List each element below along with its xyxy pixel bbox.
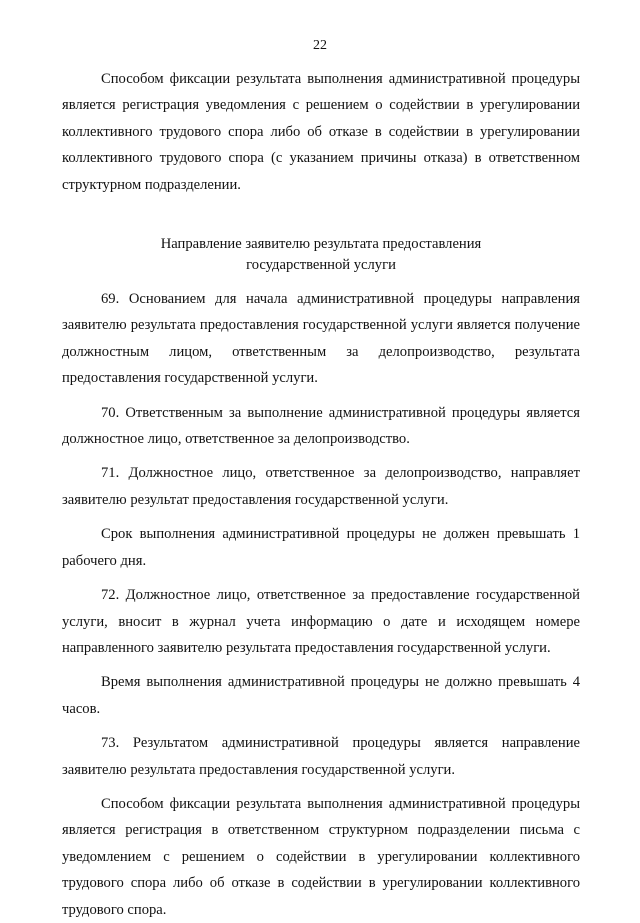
paragraph-72: 72. Должностное лицо, ответственное за предоставление государственной услуги, вносит в журнал учета информацию о дате и исходящем номере направленного заявителю результата предоставления государственной услуги.	[62, 587, 580, 656]
section-heading	[62, 234, 580, 276]
paragraph-73: 73. Результатом административной процедуры является направление заявителю результата предоставления государственной услуги.	[62, 735, 580, 778]
paragraph-69: 69. Основанием для начала административной процедуры направления заявителю результата предоставления государственной услуги является получение должностным лицом, ответственным за делопроизводство, результата предоставления государственной услуги.	[62, 291, 580, 387]
paragraph-deadline: Срок выполнения административной процедуры не должен превышать 1 рабочего дня.	[62, 526, 580, 569]
section-heading-line-1: Направление заявителю результата предоставления	[160, 236, 482, 253]
paragraph-70: 70. Ответственным за выполнение административной процедуры является должностное лицо, ответственное за делопроизводство.	[62, 404, 580, 448]
page-number: 22	[313, 38, 327, 53]
paragraph-fixation-method-2: Способом фиксации результата выполнения административной процедуры является регистрация в ответственном структурном подразделении письма с уведомлением с решением о содействии в урегулировании коллективного трудового спора либо об отказе в содействии в урегулировании коллективного трудового спора.	[62, 795, 580, 918]
paragraph-fixation-method-1: Способом фиксации результата выполнения административной процедуры является регистрация уведомления с решением о содействии в урегулировании коллективного трудового спора либо об отказе в содействии в урегулировании коллективного трудового спора (с указанием причины отказа) в ответственном структурном подразделении.	[62, 71, 580, 193]
section-heading-line-2: государственной услуги	[246, 257, 396, 274]
paragraph-71: 71. Должностное лицо, ответственное за делопроизводство, направляет заявителю результат предоставления государственной услуги.	[62, 465, 580, 508]
document-body	[62, 66, 580, 923]
paragraph-time-limit: Время выполнения административной процедуры не должно превышать 4 часов.	[62, 674, 580, 717]
